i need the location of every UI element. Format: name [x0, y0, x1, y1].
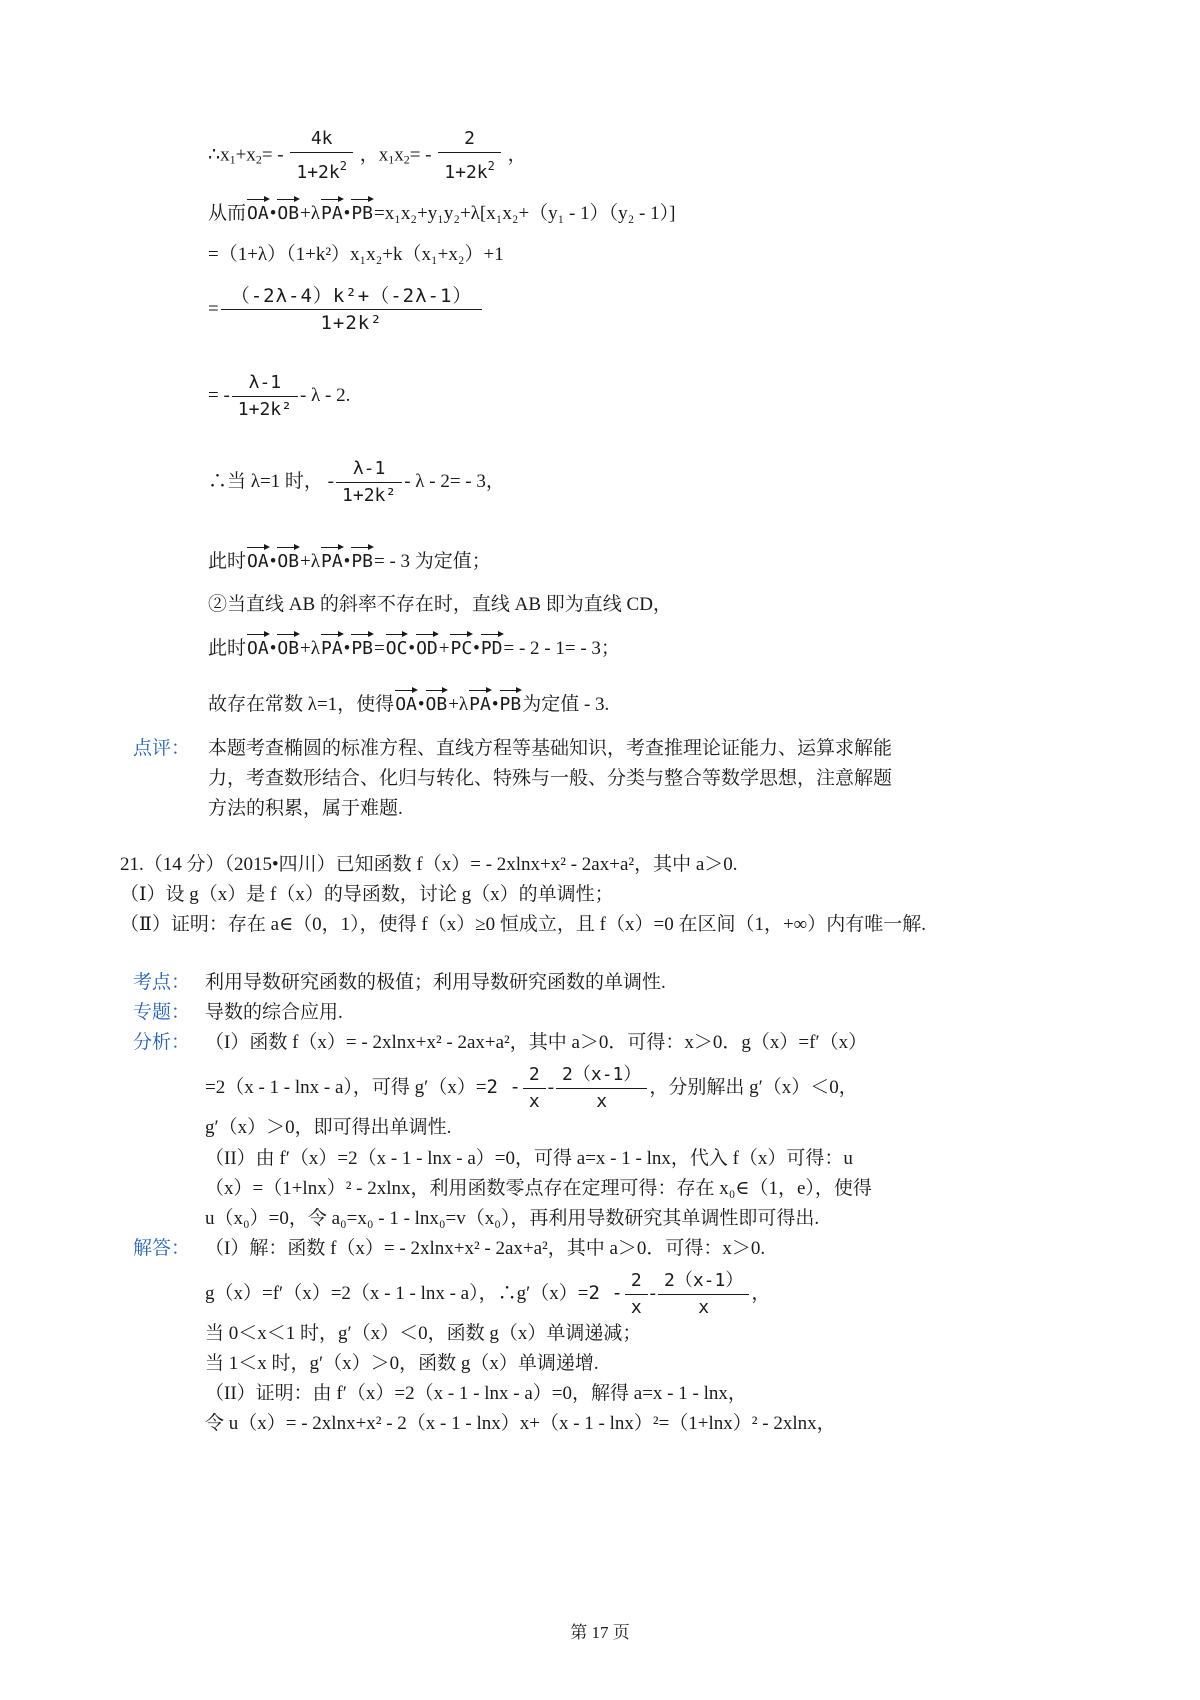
question-21-part-1: （Ⅰ）设 g（x）是 f（x）的导函数，讨论 g（x）的单调性； [120, 884, 614, 905]
vector-ob: OB [425, 692, 449, 718]
question-21-part-2: （Ⅱ）证明：存在 a∈（0，1），使得 f（x）≥0 恒成立，且 f（x）=0 在区间（1，+∞）内有唯一解. [120, 914, 926, 935]
eq-line-case-two: ②当直线 AB 的斜率不存在时，直线 AB 即为直线 CD， [208, 594, 672, 615]
review-text-line: 方法的积累，属于难题. [208, 798, 403, 819]
vector-pd: PD [480, 636, 504, 662]
vector-ob: OB [276, 549, 300, 575]
eq-line-simplify: =（1+λ）（1+k²）x₁x₂+k（x₁+x₂）+1 [208, 244, 504, 265]
eq-line-case-two-value: 此时OA•OB+λPA•PB=OC•OD+PC•PD= - 2 - 1= - 3； [208, 636, 620, 662]
question-21-stem: 21.（14 分）（2015•四川）已知函数 f（x）= - 2xlnx+x² - 2ax+a²，其中 a＞0. [120, 854, 738, 875]
fenxi-label: 分析： [133, 1032, 191, 1053]
vector-pa: PA [468, 692, 492, 718]
eq-line-lambda-one: ∴当 λ=1 时， - $\frac{\lambda-1}{\text{1+2k²}}$ - λ - 2= - 3， [208, 456, 505, 509]
review-text-line: 本题考查椭圆的标准方程、直线方程等基础知识，考查推理论证能力、运算求解能 [208, 738, 893, 759]
jieda-label: 解答： [133, 1238, 191, 1259]
vector-pb: PB [350, 201, 374, 227]
fraction: $\frac{2(x-1)}{x}$ [556, 1062, 647, 1115]
jieda-line: g（x）=f′（x）=2（x - 1 - lnx - a），∴g′（x）=2 - $\frac{2}{x}$ - $\frac{2(x-1)}{x}$ ， [205, 1268, 770, 1321]
fraction: $\frac{\text{（-2λ-4）k²+（-2λ-1）}}{\text{1+2k²}}$ [221, 283, 483, 336]
vector-od: OD [415, 636, 439, 662]
vector-ob: OB [276, 636, 300, 662]
vector-pa: PA [320, 549, 344, 575]
vector-oa: OA [246, 201, 270, 227]
kaodian-text: 利用导数研究函数的极值；利用导数研究函数的单调性. [205, 972, 666, 993]
eq-line-result: = - $\frac{\lambda-1}{\text{1+2k²}}$ - λ - 2. [208, 370, 350, 423]
fraction: $\frac{\lambda-1}{\text{1+2k²}}$ [336, 456, 402, 509]
review-label: 点评： [133, 738, 191, 759]
vector-pc: PC [449, 636, 473, 662]
jieda-line: 当 0＜x＜1 时，g′（x）＜0，函数 g（x）单调递减； [205, 1323, 642, 1344]
fraction: $\frac{2}{x}$ [523, 1062, 546, 1115]
eq-line-sum-product: $\therefore x_1+x_2=$ - $\frac{4k}{1+2k^2}$ ，$x_1x_2=$ - $\frac{2}{1+2k^2}$ ， [208, 126, 527, 186]
vector-pa: PA [320, 636, 344, 662]
jieda-line: 当 1＜x 时，g′（x）＞0，函数 g（x）单调递增. [205, 1353, 599, 1374]
vector-pb: PB [350, 636, 374, 662]
fraction: $\frac{2(x-1)}{x}$ [658, 1268, 749, 1321]
eq-line-vector-expansion: 从而OA•OB+λPA•PB=x₁x₂+y₁y₂+λ[x₁x₂+（y₁ - 1）（y₂ - 1）] [208, 201, 675, 227]
eq-line-big-fraction: = $\frac{\text{（-2λ-4）k²+（-2λ-1）}}{\text{1+2k²}}$ [208, 283, 484, 336]
fraction: $\frac{2}{1+2k^2}$ [438, 126, 501, 186]
page-number: 第 17 页 [570, 1623, 630, 1642]
vector-oa: OA [246, 636, 270, 662]
fenxi-line: （x）=（1+lnx）² - 2xlnx，利用函数零点存在定理可得：存在 x₀∈（1，e），使得 [205, 1178, 872, 1199]
fenxi-line: （II）由 f′（x）=2（x - 1 - lnx - a）=0，可得 a=x - 1 - lnx，代入 f（x）可得：u [205, 1148, 853, 1169]
eq-line-conclusion: 故存在常数 λ=1，使得OA•OB+λPA•PB为定值 - 3. [208, 692, 609, 718]
vector-ob: OB [276, 201, 300, 227]
vector-oa: OA [394, 692, 418, 718]
eq-line-constant: 此时OA•OB+λPA•PB= - 3 为定值； [208, 549, 491, 575]
fenxi-line: （I）函数 f（x）= - 2xlnx+x² - 2ax+a²，其中 a＞0．可得：x＞0．g（x）=f′（x） [205, 1032, 868, 1053]
fenxi-line: u（x₀）=0，令 a₀=x₀ - 1 - lnx₀=v（x₀），再利用导数研究其单调性即可得出. [205, 1208, 820, 1229]
jieda-line: 令 u（x）= - 2xlnx+x² - 2（x - 1 - lnx）x+（x - 1 - lnx）²=（1+lnx）² - 2xlnx， [205, 1413, 836, 1434]
fenxi-line: =2（x - 1 - lnx - a），可得 g′（x）=2 - $\frac{2}{x}$ - $\frac{2(x-1)}{x}$ ，分别解出 g′（x）＜0， [205, 1062, 858, 1115]
vector-oa: OA [246, 549, 270, 575]
zhuanti-text: 导数的综合应用. [205, 1002, 343, 1023]
zhuanti-label: 专题： [133, 1002, 191, 1023]
vector-oc: OC [385, 636, 409, 662]
vector-pa: PA [320, 201, 344, 227]
fenxi-line: g′（x）＞0，即可得出单调性. [205, 1117, 452, 1138]
vector-pb: PB [499, 692, 523, 718]
jieda-line: （I）解：函数 f（x）= - 2xlnx+x² - 2ax+a²，其中 a＞0．可得：x＞0. [205, 1238, 766, 1259]
kaodian-label: 考点： [133, 972, 191, 993]
fraction: $\frac{\lambda-1}{\text{1+2k²}}$ [232, 370, 298, 423]
fraction: $\frac{2}{x}$ [625, 1268, 648, 1321]
review-text-line: 力，考查数形结合、化归与转化、特殊与一般、分类与整合等数学思想，注意解题 [208, 768, 893, 789]
fraction: $\frac{4k}{1+2k^2}$ [290, 126, 353, 186]
vector-pb: PB [350, 549, 374, 575]
jieda-line: （II）证明：由 f′（x）=2（x - 1 - lnx - a）=0，解得 a=x - 1 - lnx， [205, 1383, 747, 1404]
